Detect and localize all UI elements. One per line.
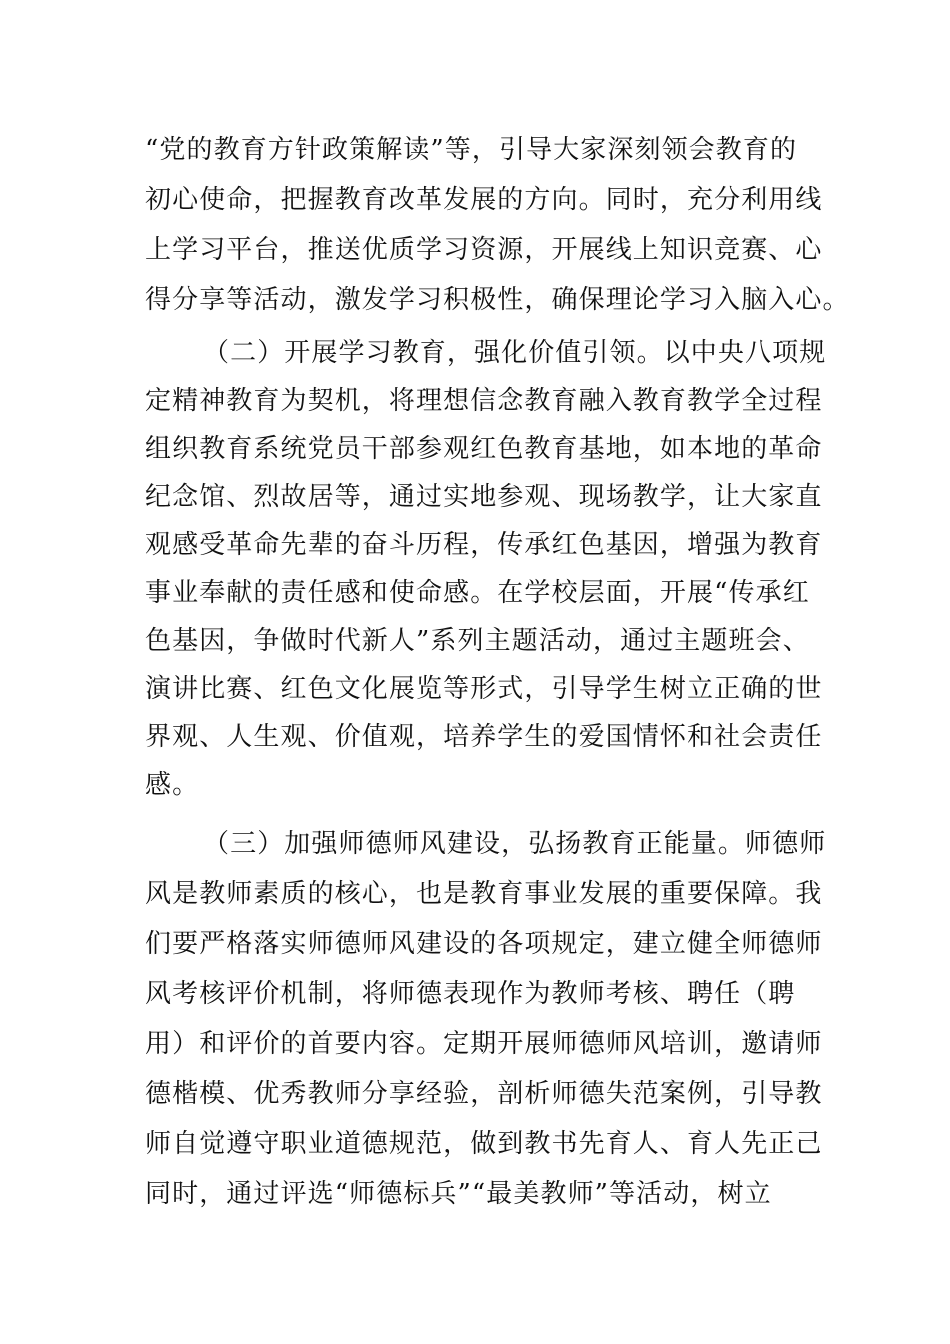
paragraph-heading-line: （三）加强师德师风建设，弘扬教育正能量。师德师: [203, 829, 827, 859]
text-line: “党的教育方针政策解读”等，引导大家深刻领会教育的: [145, 135, 798, 165]
text-line: 风是教师素质的核心，也是教育事业发展的重要保障。我: [145, 879, 823, 909]
text-line: 用）和评价的首要内容。定期开展师德师风培训，邀请师: [145, 1029, 823, 1059]
text-line: 上学习平台，推送优质学习资源，开展线上知识竞赛、心: [145, 235, 823, 265]
text-line: 同时，通过评选“师德标兵”“最美教师”等活动，树立: [145, 1179, 772, 1209]
text-line: 感。: [145, 770, 200, 800]
text-line: 师自觉遵守职业道德规范，做到教书先育人、育人先正己: [145, 1129, 823, 1159]
text-line: 色基因，争做时代新人”系列主题活动，通过主题班会、: [145, 626, 810, 656]
text-line: 风考核评价机制，将师德表现作为教师考核、聘任（聘: [145, 979, 796, 1009]
text-line: 界观、人生观、价值观，培养学生的爱国情怀和社会责任: [145, 722, 823, 752]
text-line: 初心使命，把握教育改革发展的方向。同时，充分利用线: [145, 185, 823, 215]
text-line: 组织教育系统党员干部参观红色教育基地，如本地的革命: [145, 434, 823, 464]
text-line: 演讲比赛、红色文化展览等形式，引导学生树立正确的世: [145, 674, 823, 704]
text-line: 事业奉献的责任感和使命感。在学校层面，开展“传承红: [145, 578, 810, 608]
text-line: 得分享等活动，激发学习积极性，确保理论学习入脑入心。: [145, 285, 850, 315]
paragraph-heading-line: （二）开展学习教育，强化价值引领。以中央八项规: [203, 338, 827, 368]
text-line: 观感受革命先辈的奋斗历程，传承红色基因，增强为教育: [145, 530, 823, 560]
text-line: 纪念馆、烈故居等，通过实地参观、现场教学，让大家直: [145, 482, 823, 512]
text-line: 定精神教育为契机，将理想信念教育融入教育教学全过程: [145, 386, 823, 416]
text-line: 们要严格落实师德师风建设的各项规定，建立健全师德师: [145, 929, 823, 959]
text-line: 德楷模、优秀教师分享经验，剖析师德失范案例，引导教: [145, 1079, 823, 1109]
